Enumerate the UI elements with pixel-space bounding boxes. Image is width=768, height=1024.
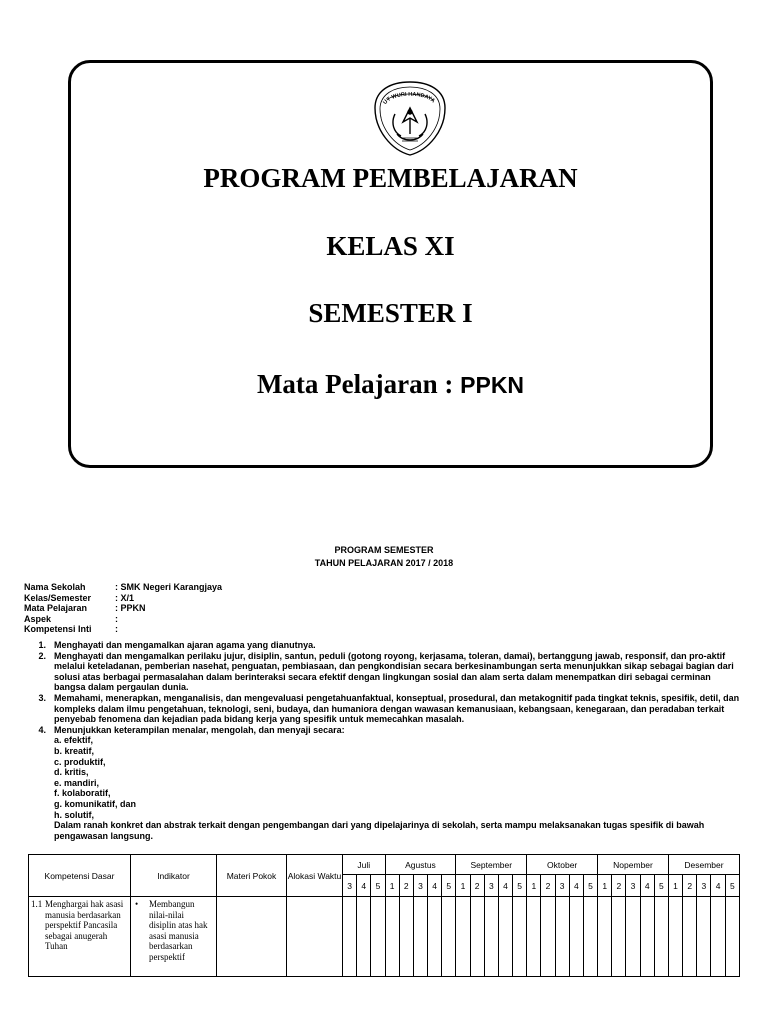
header-kompetensi-dasar: Kompetensi Dasar xyxy=(29,855,131,897)
header-alokasi-waktu: Alokasi Waktu xyxy=(287,855,343,897)
ki4-sub-item: a. efektif, xyxy=(54,735,94,746)
header-month: Agustus xyxy=(385,855,456,875)
week-cell: 3 xyxy=(626,875,640,897)
week-slot xyxy=(598,897,612,977)
week-slot xyxy=(513,897,527,977)
info-row-nama-sekolah: Nama Sekolah : SMK Negeri Karangjaya xyxy=(24,582,223,592)
program-semester-heading: PROGRAM SEMESTER xyxy=(334,545,434,555)
week-slot xyxy=(343,897,357,977)
week-slot xyxy=(399,897,413,977)
header-indikator: Indikator xyxy=(131,855,217,897)
week-cell: 1 xyxy=(385,875,399,897)
mapel-label: Mata Pelajaran : xyxy=(256,369,461,399)
ki-item: 1. Menghayati dan mengamalkan ajaran agama yang dianutnya. xyxy=(38,640,316,650)
ki-item: 3. Memahami, menerapkan, menganalisis, dan mengevaluasi pengetahuanfaktual, konseptual, prosedural, dan metakognitif pada tingkat teknis, spesifik, detil, dan kompleks dalam ilmu pengetahuan, teknologi, seni, budaya, dan humaniora dengan wawasan kemanusiaan, kebangsaan, kenegaraan, dan peradaban terkait penyebab fenomena dan kejadian pada bidang kerja yang spesifik untuk memecahkan masalah. xyxy=(38,692,740,725)
logo-motto: UT WURI HANDAYA xyxy=(382,91,436,106)
week-slot xyxy=(385,897,399,977)
tahun-pelajaran-heading: TAHUN PELAJARAN 2017 / 2018 xyxy=(314,558,454,568)
alokasi-cell xyxy=(287,897,343,977)
week-slot xyxy=(555,897,569,977)
week-slot xyxy=(626,897,640,977)
kompetensi-inti-list xyxy=(24,640,744,841)
ki-item: 2. Menghayati dan mengamalkan perilaku jujur, disiplin, santun, peduli (gotong royong, kerjasama, toleran, damai), bertanggung jawab, responsif, dan pro-aktif melalui keteladanan, pemberian nasehat, penguatan, pembiasaan, dan pengkondisian secara berkesinambungan serta menunjukkan sikap sebagai bagian dari solusi atas berbagai permasalahan dalam berinteraksi secara efektif dengan lingkungan sosial dan alam serta dalam menempatkan diri sebagai cerminan bangsa dalam pergaulan dunia. xyxy=(38,650,734,693)
ki4-sub-item: c. produktif, xyxy=(54,756,106,767)
bullet-icon: • xyxy=(135,899,139,909)
indikator-cell xyxy=(131,897,217,977)
week-slot xyxy=(541,897,555,977)
week-cell: 5 xyxy=(513,875,527,897)
info-row-kelas-semester: Kelas/Semester : X/1 xyxy=(24,592,135,603)
header-month: Nopember xyxy=(598,855,669,875)
week-slot xyxy=(413,897,427,977)
header-month: Oktober xyxy=(527,855,598,875)
week-cell: 1 xyxy=(668,875,682,897)
week-cell: 3 xyxy=(484,875,498,897)
week-slot xyxy=(640,897,654,977)
cover-mata-pelajaran xyxy=(68,369,713,400)
week-slot xyxy=(428,897,442,977)
week-slot xyxy=(498,897,512,977)
indikator-text: Membangun nilai-nilai disiplin atas hak asasi manusia berdasarkan perspektif xyxy=(149,899,208,962)
week-slot xyxy=(484,897,498,977)
materi-cell xyxy=(217,897,287,977)
school-info xyxy=(24,582,222,635)
week-cell: 4 xyxy=(428,875,442,897)
mapel-value: PPKN xyxy=(460,372,525,398)
week-cell: 2 xyxy=(470,875,484,897)
ki4-sub-item: e. mandiri, xyxy=(54,777,100,788)
info-row-aspek: Aspek : xyxy=(24,613,118,624)
ki4-sub-item: f. kolaboratif, xyxy=(54,788,111,799)
ki4-sub-item: g. komunikatif, dan xyxy=(54,798,137,809)
ki4-sub-item: d. kritis, xyxy=(54,767,89,778)
kd-number: 1.1 xyxy=(31,899,43,909)
week-slot xyxy=(456,897,470,977)
tut-wuri-handayani-logo xyxy=(367,78,453,158)
week-cell: 3 xyxy=(555,875,569,897)
week-slot xyxy=(725,897,739,977)
week-slot xyxy=(697,897,711,977)
week-cell: 3 xyxy=(343,875,357,897)
week-cell: 5 xyxy=(725,875,739,897)
week-cell: 2 xyxy=(399,875,413,897)
info-row-mata-pelajaran: Mata Pelajaran : PPKN xyxy=(24,603,146,613)
week-cell: 3 xyxy=(413,875,427,897)
kd-cell xyxy=(29,897,131,977)
week-cell: 5 xyxy=(371,875,385,897)
week-cell: 3 xyxy=(697,875,711,897)
week-cell: 2 xyxy=(541,875,555,897)
week-cell: 1 xyxy=(598,875,612,897)
week-cell: 5 xyxy=(654,875,668,897)
week-cell: 1 xyxy=(527,875,541,897)
week-slot xyxy=(569,897,583,977)
kd-text: Menghargai hak asasi manusia berdasarkan perspektif Pancasila sebagai anugerah Tuhan xyxy=(45,899,124,951)
week-slot xyxy=(470,897,484,977)
ki4-sub-item: h. solutif, xyxy=(54,809,94,820)
week-slot xyxy=(654,897,668,977)
cover-title: PROGRAM PEMBELAJARAN xyxy=(203,163,578,193)
info-row-kompetensi-inti: Kompetensi Inti : xyxy=(24,624,118,634)
week-slot xyxy=(683,897,697,977)
week-cell: 5 xyxy=(442,875,456,897)
week-cell: 4 xyxy=(357,875,371,897)
week-slot xyxy=(612,897,626,977)
week-cell: 4 xyxy=(640,875,654,897)
ki4-sub-item: b. kreatif, xyxy=(54,745,95,756)
week-cell: 4 xyxy=(711,875,725,897)
week-slot xyxy=(583,897,597,977)
week-slot xyxy=(711,897,725,977)
week-cell: 4 xyxy=(498,875,512,897)
week-slot xyxy=(668,897,682,977)
ki4-closing: Dalam ranah konkret dan abstrak terkait dengan pengembangan dari yang dipelajarinya di sekolah, serta mampu melaksanakan tugas spesifik di bawah pengawasan langsung. xyxy=(54,820,705,841)
ki-item: 4. Menunjukkan keterampilan menalar, mengolah, dan menyaji secara: xyxy=(38,724,345,735)
week-cell: 1 xyxy=(456,875,470,897)
week-cell: 5 xyxy=(583,875,597,897)
week-cell: 4 xyxy=(569,875,583,897)
cover-kelas: KELAS XI xyxy=(326,231,455,261)
table-row xyxy=(29,897,740,977)
header-month: Desember xyxy=(668,855,739,875)
cover-semester: SEMESTER I xyxy=(308,298,473,328)
week-cell: 2 xyxy=(612,875,626,897)
header-month: September xyxy=(456,855,527,875)
header-materi-pokok: Materi Pokok xyxy=(217,855,287,897)
week-slot xyxy=(371,897,385,977)
header-month: Juli xyxy=(343,855,386,875)
table-header-row xyxy=(29,855,740,875)
week-slot xyxy=(357,897,371,977)
program-semester-table xyxy=(28,854,740,977)
week-slot xyxy=(442,897,456,977)
week-slot xyxy=(527,897,541,977)
week-cell: 2 xyxy=(683,875,697,897)
